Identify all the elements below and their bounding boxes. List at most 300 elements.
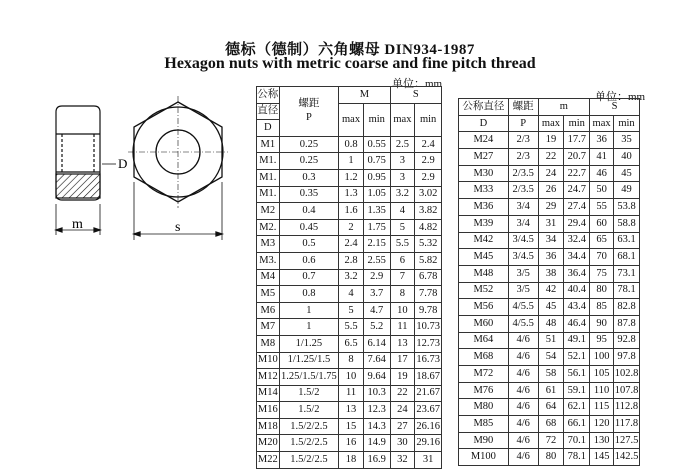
cell-s-max: 80 bbox=[590, 282, 614, 299]
table-row bbox=[459, 165, 640, 182]
cell-pitch: 1 bbox=[279, 302, 339, 319]
cell-s-min: 112.8 bbox=[614, 399, 640, 416]
cell-m-min: 12.3 bbox=[363, 402, 390, 419]
cell-m-min: 22.7 bbox=[564, 165, 590, 182]
header-s-max: max bbox=[390, 103, 415, 136]
cell-pitch: 4/6 bbox=[508, 399, 538, 416]
cell-pitch: 0.7 bbox=[279, 269, 339, 286]
cell-s-max: 3 bbox=[390, 169, 415, 186]
cell-pitch: 1.5/2/2.5 bbox=[279, 435, 339, 452]
cell-pitch: 4/6 bbox=[508, 366, 538, 383]
table-row bbox=[257, 319, 442, 336]
cell-m-min: 36.4 bbox=[564, 265, 590, 282]
header-m-max: max bbox=[538, 115, 564, 132]
table-row bbox=[459, 299, 640, 316]
cell-size: M8 bbox=[257, 335, 280, 352]
cell-m-min: 4.7 bbox=[363, 302, 390, 319]
cell-s-min: 87.8 bbox=[614, 315, 640, 332]
cell-m-min: 1.05 bbox=[363, 186, 390, 203]
cell-pitch: 4/6 bbox=[508, 382, 538, 399]
cell-pitch: 3/4.5 bbox=[508, 232, 538, 249]
title-english: Hexagon nuts with metric coarse and fine pitch thread bbox=[164, 55, 536, 72]
front-view bbox=[128, 96, 228, 240]
cell-size: M42 bbox=[459, 232, 509, 249]
cell-m-min: 2.15 bbox=[363, 236, 390, 253]
cell-s-min: 82.8 bbox=[614, 299, 640, 316]
cell-pitch: 3/5 bbox=[508, 282, 538, 299]
cell-pitch: 4/6 bbox=[508, 432, 538, 449]
cell-s-max: 7 bbox=[390, 269, 415, 286]
cell-m-max: 19 bbox=[538, 132, 564, 149]
cell-m-max: 68 bbox=[538, 416, 564, 433]
cell-m-max: 22 bbox=[538, 149, 564, 166]
cell-s-min: 29.16 bbox=[415, 435, 442, 452]
cell-size: M76 bbox=[459, 382, 509, 399]
cell-s-max: 27 bbox=[390, 418, 415, 435]
table-row bbox=[257, 153, 442, 170]
cell-pitch: 4/6 bbox=[508, 416, 538, 433]
cell-s-max: 41 bbox=[590, 149, 614, 166]
cell-m-min: 62.1 bbox=[564, 399, 590, 416]
cell-s-max: 19 bbox=[390, 369, 415, 386]
header-p: P bbox=[508, 115, 538, 132]
cell-s-max: 5.5 bbox=[390, 236, 415, 253]
cell-m-max: 51 bbox=[538, 332, 564, 349]
cell-m-min: 0.55 bbox=[363, 136, 390, 153]
cell-s-min: 40 bbox=[614, 149, 640, 166]
label-s: s bbox=[175, 220, 181, 235]
cell-size: M45 bbox=[459, 249, 509, 266]
cell-m-max: 54 bbox=[538, 349, 564, 366]
cell-s-max: 3.2 bbox=[390, 186, 415, 203]
cell-s-min: 5.82 bbox=[415, 252, 442, 269]
cell-s-min: 5.32 bbox=[415, 236, 442, 253]
cell-s-min: 35 bbox=[614, 132, 640, 149]
table-row bbox=[257, 352, 442, 369]
cell-size: M33 bbox=[459, 182, 509, 199]
header-m: M bbox=[339, 87, 390, 104]
cell-size: M1. bbox=[257, 169, 280, 186]
table-row bbox=[459, 215, 640, 232]
cell-m-max: 11 bbox=[339, 385, 364, 402]
cell-s-min: 2.9 bbox=[415, 153, 442, 170]
cell-s-max: 13 bbox=[390, 335, 415, 352]
cell-m-min: 17.7 bbox=[564, 132, 590, 149]
cell-s-max: 75 bbox=[590, 265, 614, 282]
header-size: 公称直径 bbox=[459, 99, 509, 116]
cell-s-max: 65 bbox=[590, 232, 614, 249]
cell-pitch: 2/3 bbox=[508, 132, 538, 149]
label-m: m bbox=[72, 217, 83, 232]
cell-size: M24 bbox=[459, 132, 509, 149]
cell-s-min: 68.1 bbox=[614, 249, 640, 266]
cell-m-max: 72 bbox=[538, 432, 564, 449]
cell-s-max: 60 bbox=[590, 215, 614, 232]
cell-m-max: 1.6 bbox=[339, 203, 364, 220]
cell-size: M30 bbox=[459, 165, 509, 182]
cell-m-max: 3.2 bbox=[339, 269, 364, 286]
table-row bbox=[459, 182, 640, 199]
cell-s-max: 17 bbox=[390, 352, 415, 369]
cell-m-max: 24 bbox=[538, 165, 564, 182]
cell-size: M64 bbox=[459, 332, 509, 349]
cell-s-max: 3 bbox=[390, 153, 415, 170]
table-row bbox=[459, 149, 640, 166]
cell-m-min: 2.9 bbox=[363, 269, 390, 286]
spec-table-right bbox=[458, 98, 640, 466]
cell-m-max: 48 bbox=[538, 315, 564, 332]
cell-pitch: 0.6 bbox=[279, 252, 339, 269]
table-row bbox=[459, 232, 640, 249]
cell-pitch: 0.25 bbox=[279, 153, 339, 170]
cell-m-max: 10 bbox=[339, 369, 364, 386]
table-row bbox=[459, 366, 640, 383]
cell-pitch: 3/4 bbox=[508, 199, 538, 216]
cell-pitch: 4/5.5 bbox=[508, 299, 538, 316]
cell-s-max: 50 bbox=[590, 182, 614, 199]
cell-s-min: 2.4 bbox=[415, 136, 442, 153]
table-row bbox=[257, 369, 442, 386]
unit-label-left: 单位：mm bbox=[392, 78, 443, 90]
cell-size: M22 bbox=[257, 452, 280, 469]
cell-m-max: 8 bbox=[339, 352, 364, 369]
header-s: S bbox=[590, 99, 640, 116]
cell-s-max: 4 bbox=[390, 203, 415, 220]
cell-size: M20 bbox=[257, 435, 280, 452]
cell-m-max: 2.8 bbox=[339, 252, 364, 269]
cell-s-max: 95 bbox=[590, 332, 614, 349]
cell-size: M1 bbox=[257, 136, 280, 153]
cell-size: M80 bbox=[459, 399, 509, 416]
table-row bbox=[459, 132, 640, 149]
cell-s-min: 26.16 bbox=[415, 418, 442, 435]
cell-s-min: 9.78 bbox=[415, 302, 442, 319]
cell-s-max: 32 bbox=[390, 452, 415, 469]
cell-s-max: 55 bbox=[590, 199, 614, 216]
cell-size: M68 bbox=[459, 349, 509, 366]
cell-m-min: 6.14 bbox=[363, 335, 390, 352]
cell-s-min: 3.02 bbox=[415, 186, 442, 203]
title-chinese: 德标（德制）六角螺母 DIN934-1987 bbox=[225, 42, 475, 58]
table-row bbox=[257, 302, 442, 319]
cell-m-max: 64 bbox=[538, 399, 564, 416]
table-row bbox=[257, 169, 442, 186]
cell-m-min: 7.64 bbox=[363, 352, 390, 369]
cell-s-min: 102.8 bbox=[614, 366, 640, 383]
cell-m-min: 46.4 bbox=[564, 315, 590, 332]
spec-table-left bbox=[256, 86, 442, 469]
header-size: 公称 bbox=[257, 87, 280, 104]
cell-pitch: 2/3 bbox=[508, 149, 538, 166]
cell-s-max: 36 bbox=[590, 132, 614, 149]
cell-s-max: 145 bbox=[590, 449, 614, 466]
cell-s-min: 78.1 bbox=[614, 282, 640, 299]
cell-m-max: 38 bbox=[538, 265, 564, 282]
side-view bbox=[56, 106, 116, 235]
header-size-2: 直径 bbox=[257, 103, 280, 120]
cell-s-min: 49 bbox=[614, 182, 640, 199]
header-pitch: 螺距 P bbox=[279, 87, 339, 137]
cell-m-min: 1.35 bbox=[363, 203, 390, 220]
cell-m-max: 2 bbox=[339, 219, 364, 236]
cell-m-min: 32.4 bbox=[564, 232, 590, 249]
cell-size: M18 bbox=[257, 418, 280, 435]
cell-s-min: 92.8 bbox=[614, 332, 640, 349]
cell-m-min: 59.1 bbox=[564, 382, 590, 399]
table-row bbox=[257, 385, 442, 402]
cell-m-max: 5.5 bbox=[339, 319, 364, 336]
cell-pitch: 0.35 bbox=[279, 186, 339, 203]
cell-s-min: 45 bbox=[614, 165, 640, 182]
table-row bbox=[257, 402, 442, 419]
cell-pitch: 3/4.5 bbox=[508, 249, 538, 266]
table-row bbox=[459, 449, 640, 466]
cell-m-min: 20.7 bbox=[564, 149, 590, 166]
cell-pitch: 0.5 bbox=[279, 236, 339, 253]
cell-s-max: 90 bbox=[590, 315, 614, 332]
cell-pitch: 2/3.5 bbox=[508, 182, 538, 199]
cell-s-max: 120 bbox=[590, 416, 614, 433]
cell-m-max: 29 bbox=[538, 199, 564, 216]
table-row bbox=[257, 418, 442, 435]
cell-s-max: 8 bbox=[390, 286, 415, 303]
table-row bbox=[459, 199, 640, 216]
cell-m-min: 56.1 bbox=[564, 366, 590, 383]
cell-s-max: 85 bbox=[590, 299, 614, 316]
cell-m-max: 16 bbox=[339, 435, 364, 452]
cell-s-min: 117.8 bbox=[614, 416, 640, 433]
cell-s-min: 127.5 bbox=[614, 432, 640, 449]
cell-pitch: 0.3 bbox=[279, 169, 339, 186]
cell-m-max: 0.8 bbox=[339, 136, 364, 153]
cell-size: M6 bbox=[257, 302, 280, 319]
cell-m-max: 61 bbox=[538, 382, 564, 399]
cell-m-max: 36 bbox=[538, 249, 564, 266]
cell-size: M36 bbox=[459, 199, 509, 216]
cell-s-max: 5 bbox=[390, 219, 415, 236]
cell-s-max: 11 bbox=[390, 319, 415, 336]
table-row bbox=[459, 249, 640, 266]
cell-s-min: 58.8 bbox=[614, 215, 640, 232]
cell-s-min: 16.73 bbox=[415, 352, 442, 369]
label-d: D bbox=[118, 156, 128, 171]
cell-s-max: 100 bbox=[590, 349, 614, 366]
cell-size: M27 bbox=[459, 149, 509, 166]
cell-m-min: 70.1 bbox=[564, 432, 590, 449]
cell-s-max: 46 bbox=[590, 165, 614, 182]
header-s-min: min bbox=[614, 115, 640, 132]
cell-m-min: 49.1 bbox=[564, 332, 590, 349]
cell-s-min: 18.67 bbox=[415, 369, 442, 386]
table-row bbox=[257, 335, 442, 352]
cell-s-min: 53.8 bbox=[614, 199, 640, 216]
cell-m-max: 80 bbox=[538, 449, 564, 466]
cell-s-min: 7.78 bbox=[415, 286, 442, 303]
cell-pitch: 1 bbox=[279, 319, 339, 336]
table-row bbox=[257, 136, 442, 153]
cell-s-max: 24 bbox=[390, 402, 415, 419]
cell-m-max: 34 bbox=[538, 232, 564, 249]
hex-nut-drawing bbox=[28, 90, 250, 250]
cell-m-min: 16.9 bbox=[363, 452, 390, 469]
cell-m-max: 45 bbox=[538, 299, 564, 316]
table-row bbox=[257, 252, 442, 269]
cell-size: M16 bbox=[257, 402, 280, 419]
cell-size: M3. bbox=[257, 252, 280, 269]
cell-m-min: 1.75 bbox=[363, 219, 390, 236]
cell-size: M7 bbox=[257, 319, 280, 336]
cell-m-max: 5 bbox=[339, 302, 364, 319]
cell-pitch: 4/5.5 bbox=[508, 315, 538, 332]
cell-m-max: 1.3 bbox=[339, 186, 364, 203]
cell-size: M3 bbox=[257, 236, 280, 253]
cell-m-max: 2.4 bbox=[339, 236, 364, 253]
table-row bbox=[459, 399, 640, 416]
cell-s-max: 22 bbox=[390, 385, 415, 402]
cell-s-min: 21.67 bbox=[415, 385, 442, 402]
cell-m-min: 40.4 bbox=[564, 282, 590, 299]
cell-s-min: 6.78 bbox=[415, 269, 442, 286]
unit-label-right: 单位：mm bbox=[595, 91, 646, 103]
cell-s-min: 73.1 bbox=[614, 265, 640, 282]
cell-size: M2 bbox=[257, 203, 280, 220]
cell-m-min: 27.4 bbox=[564, 199, 590, 216]
cell-m-max: 26 bbox=[538, 182, 564, 199]
cell-s-min: 3.82 bbox=[415, 203, 442, 220]
table-row bbox=[257, 219, 442, 236]
table-row bbox=[257, 186, 442, 203]
cell-m-min: 43.4 bbox=[564, 299, 590, 316]
cell-m-min: 14.9 bbox=[363, 435, 390, 452]
cell-s-max: 115 bbox=[590, 399, 614, 416]
header-m-max: max bbox=[339, 103, 364, 136]
cell-s-max: 105 bbox=[590, 366, 614, 383]
cell-m-min: 9.64 bbox=[363, 369, 390, 386]
cell-m-max: 13 bbox=[339, 402, 364, 419]
cell-m-max: 15 bbox=[339, 418, 364, 435]
header-s-max: max bbox=[590, 115, 614, 132]
cell-size: M1. bbox=[257, 153, 280, 170]
cell-m-min: 14.3 bbox=[363, 418, 390, 435]
cell-pitch: 4/6 bbox=[508, 449, 538, 466]
cell-s-max: 110 bbox=[590, 382, 614, 399]
cell-pitch: 1/1.25/1.5 bbox=[279, 352, 339, 369]
table-row bbox=[459, 416, 640, 433]
cell-pitch: 4/6 bbox=[508, 332, 538, 349]
cell-size: M72 bbox=[459, 366, 509, 383]
table-row bbox=[459, 382, 640, 399]
cell-size: M12 bbox=[257, 369, 280, 386]
table-row bbox=[257, 269, 442, 286]
header-size-3: D bbox=[257, 120, 280, 137]
cell-m-min: 66.1 bbox=[564, 416, 590, 433]
header-m: m bbox=[538, 99, 590, 116]
header-s: S bbox=[390, 87, 441, 104]
cell-s-min: 12.73 bbox=[415, 335, 442, 352]
cell-s-min: 2.9 bbox=[415, 169, 442, 186]
cell-size: M14 bbox=[257, 385, 280, 402]
cell-size: M60 bbox=[459, 315, 509, 332]
cell-s-max: 10 bbox=[390, 302, 415, 319]
cell-m-min: 3.7 bbox=[363, 286, 390, 303]
cell-m-min: 0.75 bbox=[363, 153, 390, 170]
cell-m-max: 58 bbox=[538, 366, 564, 383]
cell-m-max: 31 bbox=[538, 215, 564, 232]
cell-size: M5 bbox=[257, 286, 280, 303]
cell-s-max: 6 bbox=[390, 252, 415, 269]
cell-s-min: 10.73 bbox=[415, 319, 442, 336]
cell-pitch: 0.25 bbox=[279, 136, 339, 153]
cell-size: M90 bbox=[459, 432, 509, 449]
header-m-min: min bbox=[363, 103, 390, 136]
cell-pitch: 3/5 bbox=[508, 265, 538, 282]
cell-s-max: 2.5 bbox=[390, 136, 415, 153]
cell-s-min: 31 bbox=[415, 452, 442, 469]
cell-m-max: 1.2 bbox=[339, 169, 364, 186]
cell-s-min: 142.5 bbox=[614, 449, 640, 466]
cell-pitch: 1.5/2/2.5 bbox=[279, 452, 339, 469]
table-row bbox=[257, 286, 442, 303]
cell-size: M85 bbox=[459, 416, 509, 433]
cell-s-max: 130 bbox=[590, 432, 614, 449]
cell-m-min: 78.1 bbox=[564, 449, 590, 466]
cell-size: M2. bbox=[257, 219, 280, 236]
table-row bbox=[459, 265, 640, 282]
cell-pitch: 0.8 bbox=[279, 286, 339, 303]
cell-m-min: 5.2 bbox=[363, 319, 390, 336]
cell-pitch: 0.4 bbox=[279, 203, 339, 220]
cell-s-min: 23.67 bbox=[415, 402, 442, 419]
cell-size: M1. bbox=[257, 186, 280, 203]
table-row bbox=[257, 435, 442, 452]
header-s-min: min bbox=[415, 103, 442, 136]
table-row bbox=[459, 332, 640, 349]
table-row bbox=[459, 349, 640, 366]
cell-m-max: 18 bbox=[339, 452, 364, 469]
cell-pitch: 1.5/2/2.5 bbox=[279, 418, 339, 435]
cell-pitch: 0.45 bbox=[279, 219, 339, 236]
cell-m-min: 29.4 bbox=[564, 215, 590, 232]
header-d: D bbox=[459, 115, 509, 132]
table-row bbox=[459, 282, 640, 299]
cell-m-min: 0.95 bbox=[363, 169, 390, 186]
cell-s-min: 107.8 bbox=[614, 382, 640, 399]
cell-pitch: 1.25/1.5/1.75 bbox=[279, 369, 339, 386]
cell-m-min: 10.3 bbox=[363, 385, 390, 402]
table-row bbox=[257, 203, 442, 220]
cell-m-min: 2.55 bbox=[363, 252, 390, 269]
cell-size: M48 bbox=[459, 265, 509, 282]
header-m-min: min bbox=[564, 115, 590, 132]
cell-s-max: 70 bbox=[590, 249, 614, 266]
cell-m-min: 34.4 bbox=[564, 249, 590, 266]
table-row bbox=[459, 315, 640, 332]
cell-m-min: 24.7 bbox=[564, 182, 590, 199]
cell-s-min: 4.82 bbox=[415, 219, 442, 236]
cell-size: M100 bbox=[459, 449, 509, 466]
cell-pitch: 2/3.5 bbox=[508, 165, 538, 182]
cell-pitch: 1.5/2 bbox=[279, 402, 339, 419]
cell-pitch: 3/4 bbox=[508, 215, 538, 232]
cell-size: M39 bbox=[459, 215, 509, 232]
table-row bbox=[459, 432, 640, 449]
cell-s-min: 97.8 bbox=[614, 349, 640, 366]
cell-pitch: 1.5/2 bbox=[279, 385, 339, 402]
cell-size: M56 bbox=[459, 299, 509, 316]
cell-size: M10 bbox=[257, 352, 280, 369]
cell-s-min: 63.1 bbox=[614, 232, 640, 249]
cell-m-max: 42 bbox=[538, 282, 564, 299]
